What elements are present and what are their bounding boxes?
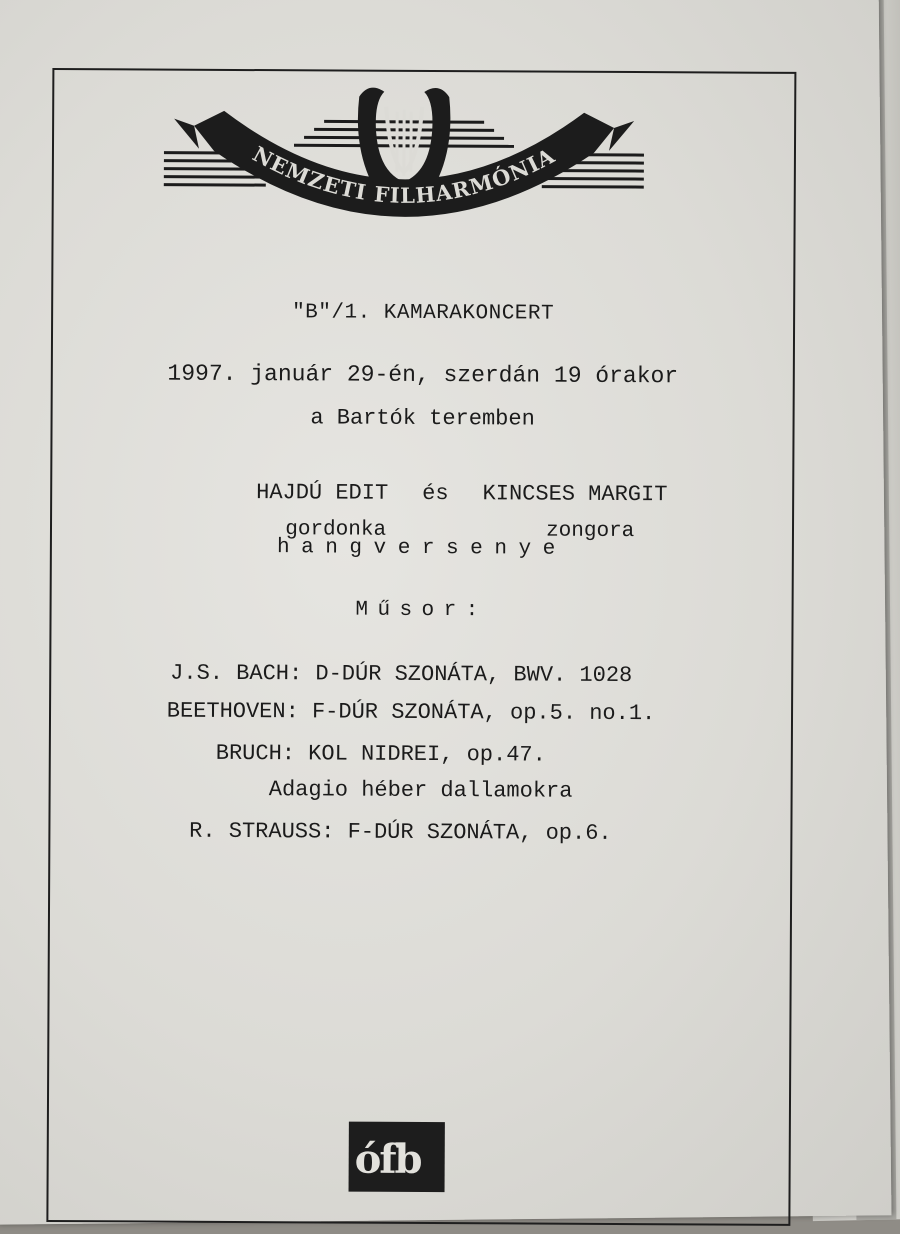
publisher-logo (349, 1122, 445, 1193)
program-item-subtitle: Adagio héber dallamokra (51, 776, 791, 805)
program-item: J.S. BACH: D-DÚR SZONÁTA, BWV. 1028 (31, 660, 771, 689)
concert-venue: a Bartók teremben (53, 404, 793, 433)
performer-conjunction: és (422, 481, 449, 506)
concert-date: 1997. január 29-én, szerdán 19 órakor (53, 360, 793, 390)
program-item: BEETHOVEN: F-DÚR SZONÁTA, op.5. no.1. (41, 698, 781, 727)
performer-1-name: HAJDÚ EDIT (256, 480, 388, 506)
performer-1-role: gordonka (285, 518, 386, 542)
program-item: BRUCH: KOL NIDREI, op.47. (11, 740, 751, 769)
program-frame (46, 68, 796, 1226)
program-item: R. STRAUSS: F-DÚR SZONÁTA, op.6. (30, 818, 770, 847)
concert-title: "B"/1. KAMARAKONCERT (53, 300, 793, 327)
program-heading: Műsor: (52, 597, 792, 624)
performer-2-name: KINCSES MARGIT (483, 481, 668, 507)
publisher-logo-text: ófb (355, 1136, 421, 1183)
logo-text: NEMZETI FILHARMÓNIA (248, 141, 559, 209)
concert-suffix: hangversenye (52, 535, 792, 562)
performer-2-role: zongora (546, 520, 634, 543)
filharmonia-logo (153, 71, 654, 254)
